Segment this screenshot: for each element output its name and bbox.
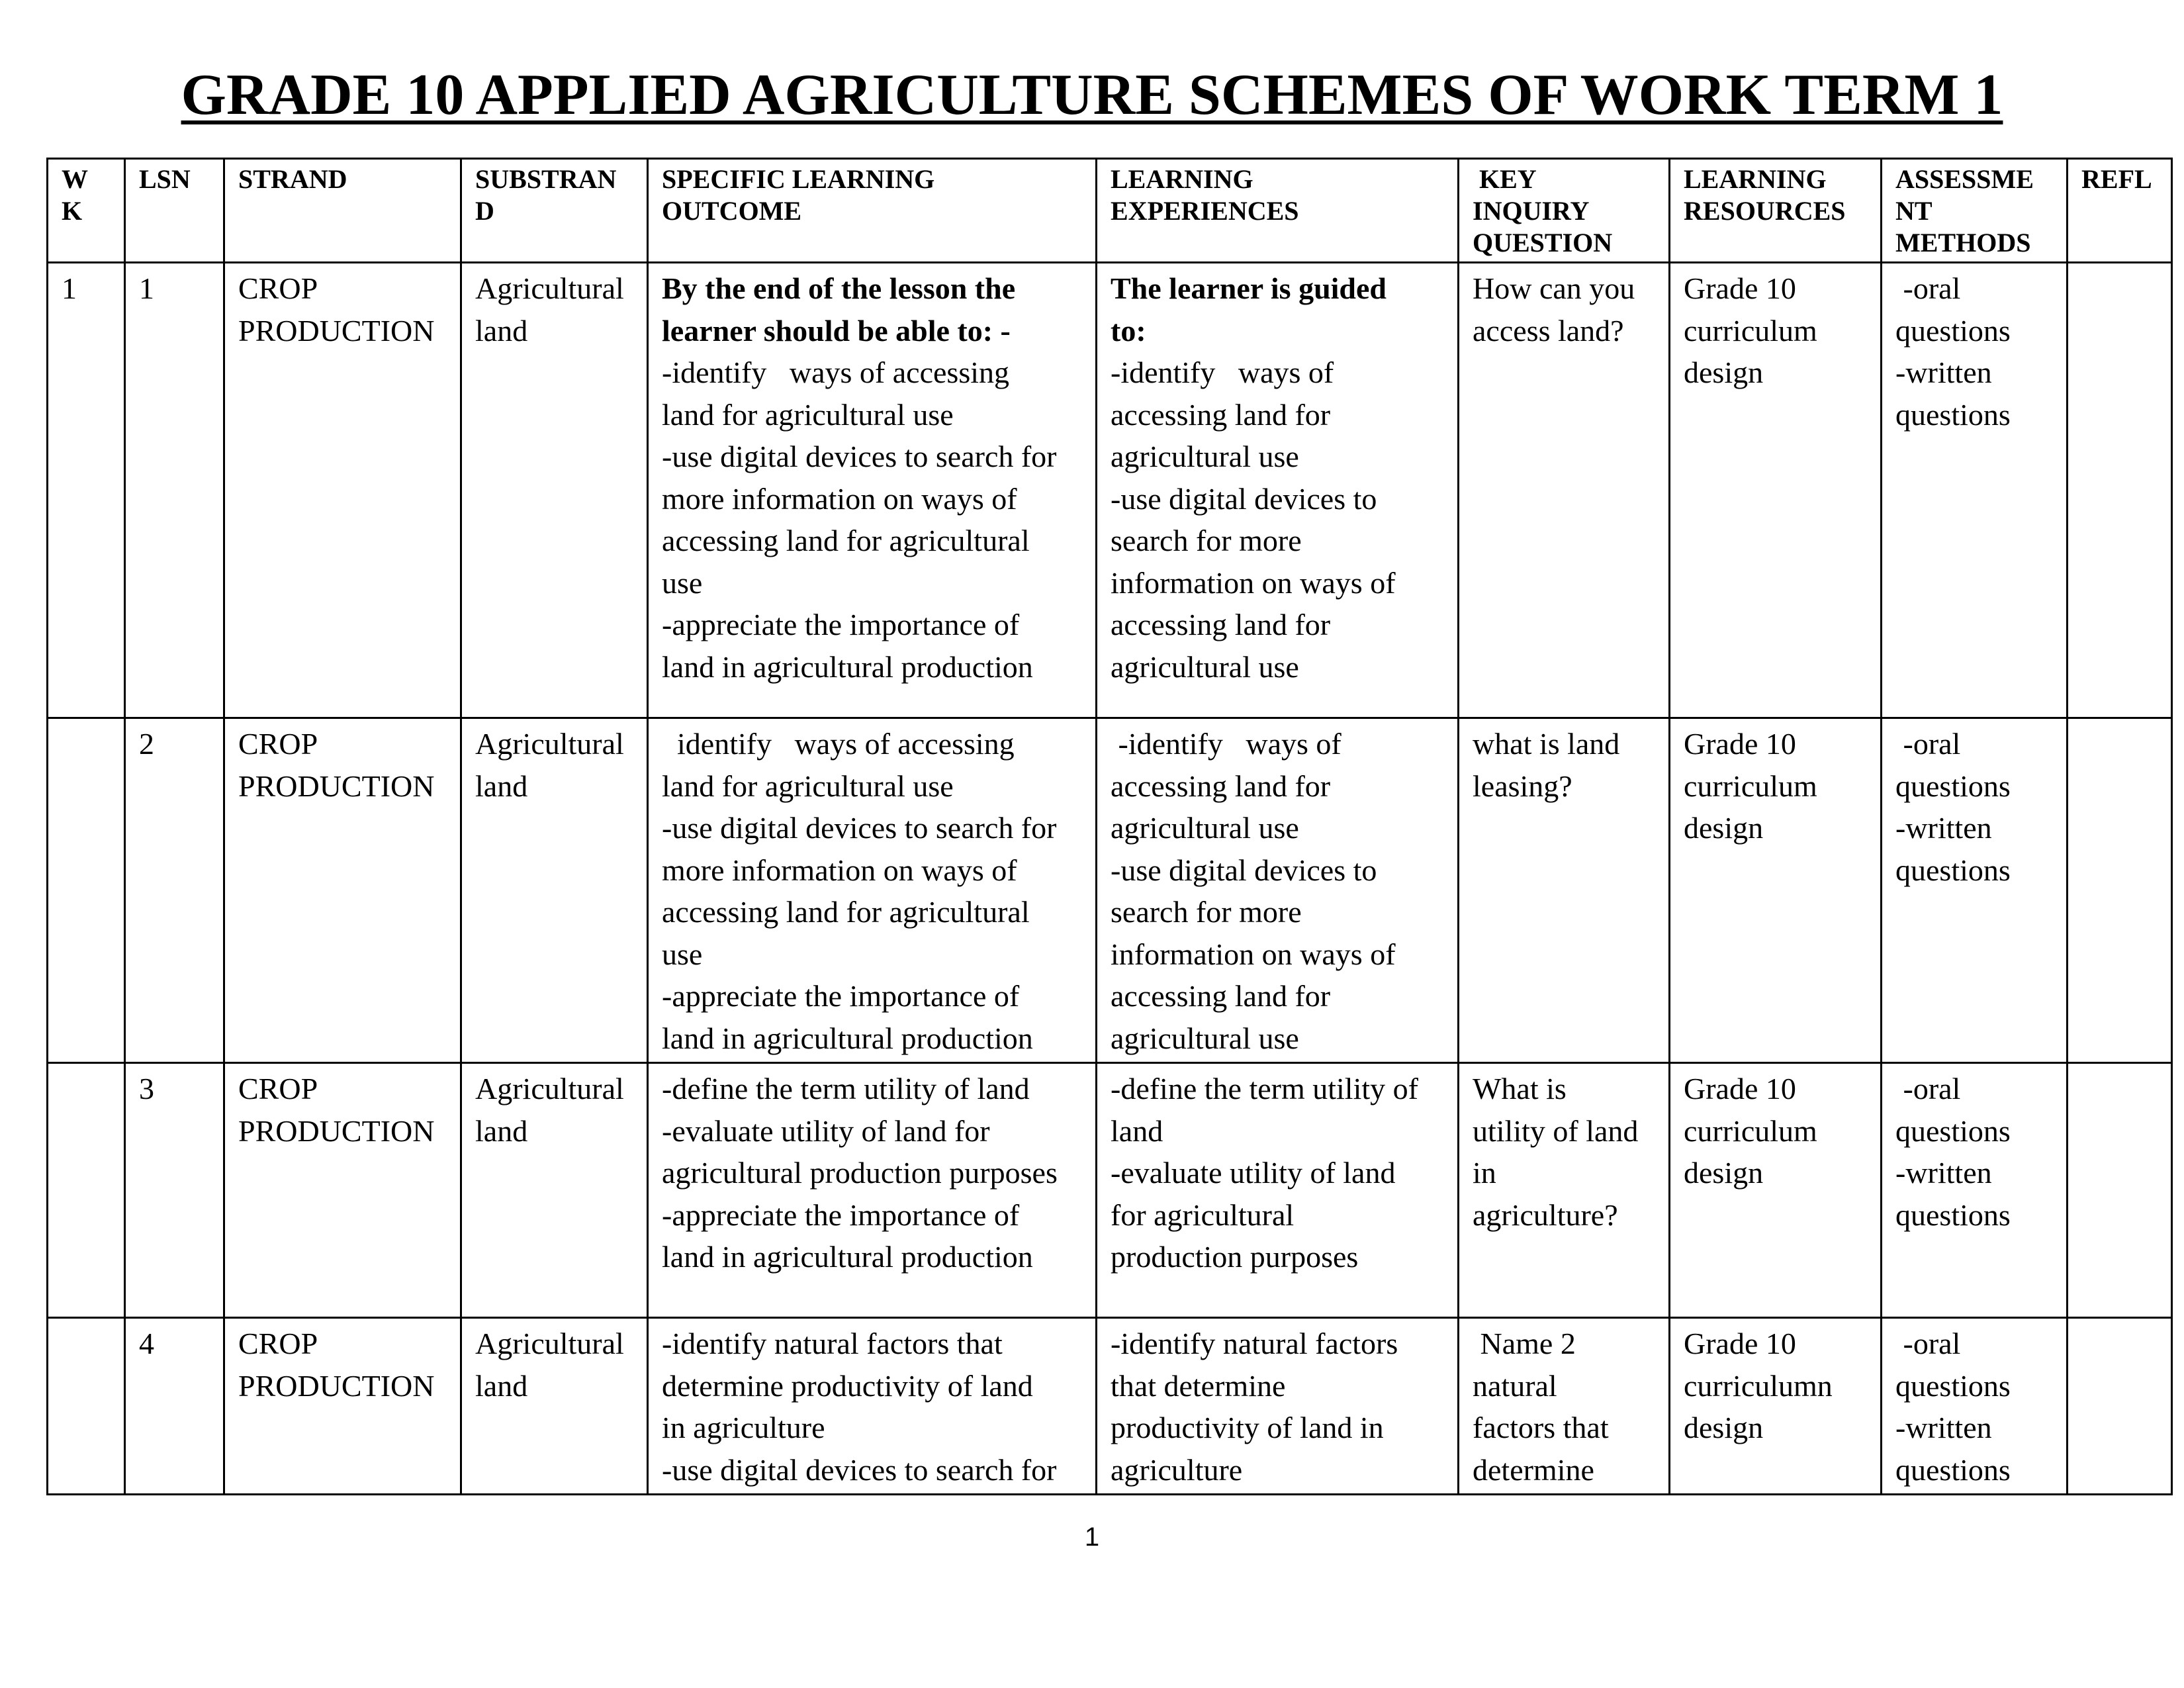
experiences-text: -define the term utility of land -evaluate utility of land for agricultural production purposes	[1111, 1072, 1418, 1274]
header-lsn: LSN	[125, 159, 224, 263]
cell-inquiry: How can you access land?	[1459, 263, 1670, 718]
document-title: GRADE 10 APPLIED AGRICULTURE SCHEMES OF WORK TERM 1	[181, 63, 2003, 127]
header-strand: STRAND	[224, 159, 461, 263]
cell-experiences	[1097, 1318, 1459, 1495]
cell-lsn: 4	[125, 1318, 224, 1495]
outcome-text: -identify natural factors that determine productivity of land in agriculture -use digital devices to search for	[662, 1327, 1057, 1487]
cell-reflection	[2068, 718, 2172, 1063]
cell-assessment: -oral questions -written questions	[1882, 1063, 2068, 1318]
cell-strand: CROP PRODUCTION	[224, 1063, 461, 1318]
cell-resources: Grade 10 curriculum design	[1670, 1063, 1882, 1318]
cell-strand: CROP PRODUCTION	[224, 263, 461, 718]
cell-substrand: Agricultural land	[461, 263, 648, 718]
cell-outcome	[648, 263, 1097, 718]
cell-wk	[48, 1318, 125, 1495]
cell-resources: Grade 10 curriculum design	[1670, 718, 1882, 1063]
cell-resources: Grade 10 curriculumn design	[1670, 1318, 1882, 1495]
cell-reflection	[2068, 263, 2172, 718]
header-wk: W K	[48, 159, 125, 263]
cell-lsn: 1	[125, 263, 224, 718]
cell-substrand: Agricultural land	[461, 718, 648, 1063]
cell-outcome	[648, 718, 1097, 1063]
experiences-intro: The learner is guided to:	[1111, 271, 1387, 348]
page-number: 1	[1084, 1523, 1100, 1552]
cell-outcome	[648, 1063, 1097, 1318]
outcome-text: identify ways of accessing land for agricultural use -use digital devices to search for more information on ways of accessing land for agricultural use -appreciate the importance of land in agricultural production	[662, 727, 1057, 1055]
cell-substrand: Agricultural land	[461, 1318, 648, 1495]
header-experiences: LEARNING EXPERIENCES	[1097, 159, 1459, 263]
table-row	[48, 1318, 2172, 1495]
cell-experiences	[1097, 263, 1459, 718]
table-row	[48, 1063, 2172, 1318]
cell-inquiry: Name 2 natural factors that determine	[1459, 1318, 1670, 1495]
cell-resources: Grade 10 curriculum design	[1670, 263, 1882, 718]
header-resources: LEARNING RESOURCES	[1670, 159, 1882, 263]
cell-lsn: 2	[125, 718, 224, 1063]
experiences-text: -identify ways of accessing land for agricultural use -use digital devices to search for more information on ways of accessing land for agricultural use	[1111, 355, 1396, 684]
cell-reflection	[2068, 1318, 2172, 1495]
cell-experiences	[1097, 1063, 1459, 1318]
cell-inquiry: What is utility of land in agriculture?	[1459, 1063, 1670, 1318]
header-outcome: SPECIFIC LEARNING OUTCOME	[648, 159, 1097, 263]
cell-assessment: -oral questions -written questions	[1882, 1318, 2068, 1495]
table-row	[48, 263, 2172, 718]
outcome-intro: By the end of the lesson the learner should be able to: -	[662, 271, 1016, 348]
outcome-text: -define the term utility of land -evaluate utility of land for agricultural production purposes -appreciate the importance of land in agricultural production	[662, 1072, 1058, 1274]
header-inquiry: KEY INQUIRY QUESTION	[1459, 159, 1670, 263]
header-row	[48, 159, 2172, 263]
outcome-text: -identify ways of accessing land for agricultural use -use digital devices to search for more information on ways of accessing land for agricultural use -appreciate the importance of land in agricultural production	[662, 355, 1057, 684]
cell-strand: CROP PRODUCTION	[224, 1318, 461, 1495]
experiences-text: -identify ways of accessing land for agricultural use -use digital devices to search for more information on ways of accessing land for agricultural use	[1111, 727, 1396, 1055]
table-row	[48, 718, 2172, 1063]
cell-reflection	[2068, 1063, 2172, 1318]
cell-assessment: -oral questions -written questions	[1882, 718, 2068, 1063]
cell-experiences	[1097, 718, 1459, 1063]
header-assessment: ASSESSME NT METHODS	[1882, 159, 2068, 263]
header-substrand: SUBSTRAN D	[461, 159, 648, 263]
cell-wk: 1	[48, 263, 125, 718]
header-reflection: REFL	[2068, 159, 2172, 263]
cell-wk	[48, 718, 125, 1063]
cell-outcome	[648, 1318, 1097, 1495]
cell-strand: CROP PRODUCTION	[224, 718, 461, 1063]
cell-inquiry: what is land leasing?	[1459, 718, 1670, 1063]
scheme-table	[46, 158, 2173, 1495]
experiences-text: -identify natural factors that determine productivity of land in agriculture	[1111, 1327, 1398, 1487]
cell-assessment: -oral questions -written questions	[1882, 263, 2068, 718]
cell-lsn: 3	[125, 1063, 224, 1318]
cell-wk	[48, 1063, 125, 1318]
cell-substrand: Agricultural land	[461, 1063, 648, 1318]
